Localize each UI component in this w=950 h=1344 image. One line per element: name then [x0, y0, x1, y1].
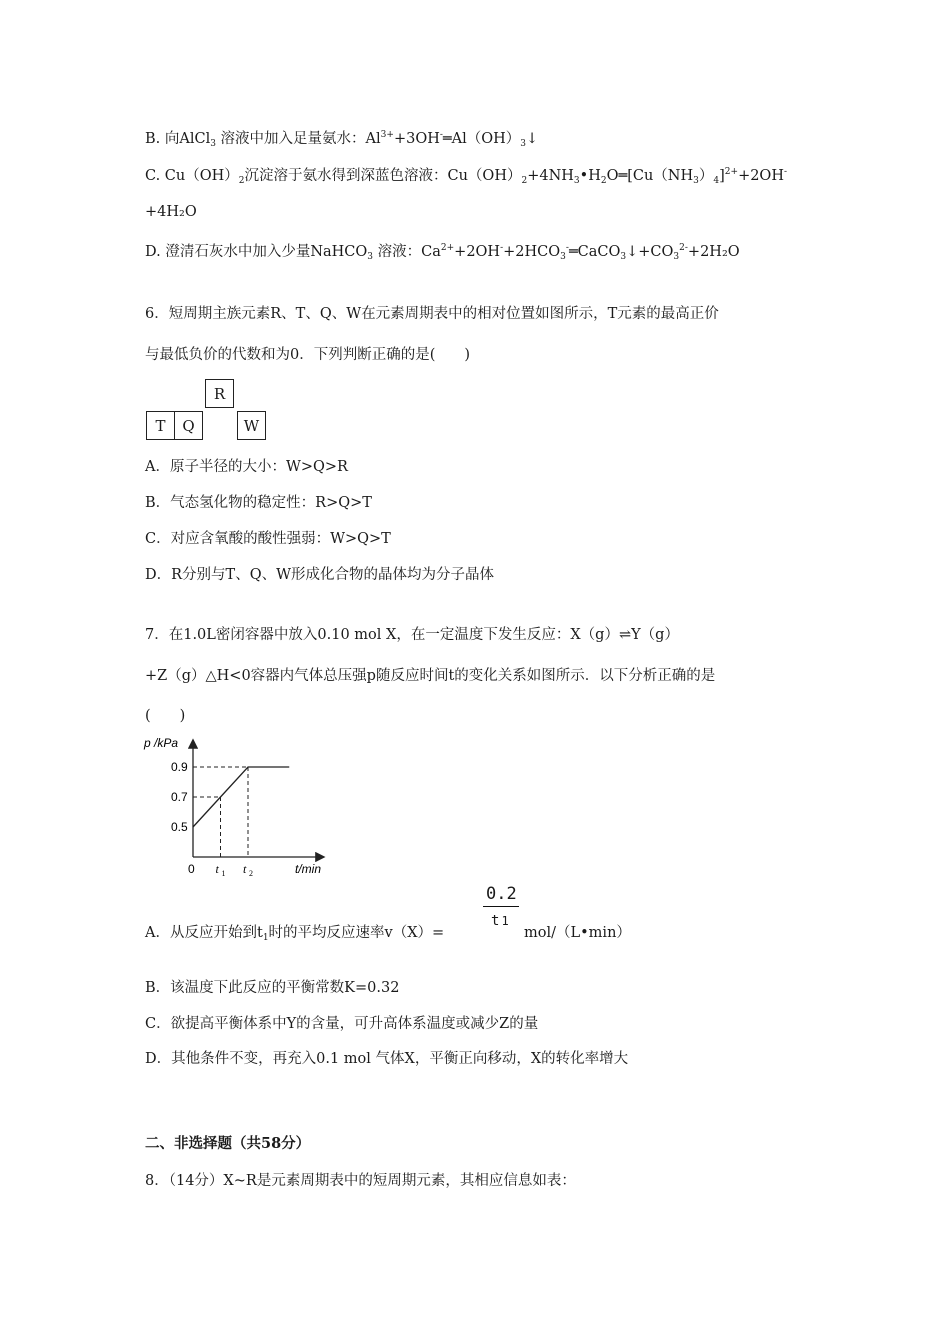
q5-option-d: D. 澄清石灰水中加入少量NaHCO$_3$ 溶液：$Ca^{2+}+2OH^-+2HCO_3^-═CaCO_3↓+CO_3^{2-}+2H_2O$: [145, 243, 740, 262]
q5-option-b: B. 向AlCl$_3$ 溶液中加入足量氨水：$Al^{3+}+3OH^-═Al(OH)_3↓$: [145, 130, 539, 149]
q6-option-a: A．原子半径的大小：W>Q>R: [145, 459, 348, 475]
q7-option-d: D．其他条件不变，再充入0.1 mol 气体X，平衡正向移动，X的转化率增大: [145, 1051, 629, 1067]
q7-stem-line1: 7．在1.0L密闭容器中放入0.10 mol X，在一定温度下发生反应：X（g）⇌Y（g）: [145, 627, 679, 643]
y-tick-label: 0.7: [171, 790, 188, 804]
cell-w: W: [237, 411, 266, 440]
cell-r: R: [205, 379, 234, 408]
q6-stem-line2: 与最低负价的代数和为0．下列判断正确的是( ): [145, 347, 471, 363]
q6-option-d: D．R分别与T、Q、W形成化合物的晶体均为分子晶体: [145, 567, 495, 583]
q7-option-a-unit: mol/（L•min）: [524, 925, 631, 941]
x-tick-sub-t2: 2: [249, 869, 253, 878]
fraction-denominator: t 1: [491, 913, 509, 929]
y-axis-label: p /kPa: [144, 736, 179, 750]
fraction-bar: [483, 906, 519, 907]
q7-option-b: B．该温度下此反应的平衡常数K=0.32: [145, 980, 400, 996]
y-tick-label: 0.9: [171, 760, 188, 774]
x-tick-label-t2: t: [243, 862, 247, 876]
q8-stem: 8．（14分）X~R是元素周期表中的短周期元素，其相应信息如表：: [145, 1173, 576, 1189]
x-tick-sub-t1: 1: [221, 869, 226, 878]
cell-q: Q: [174, 411, 203, 440]
q5-option-c: C. $Cu(OH)_2$沉淀溶于氨水得到深蓝色溶液：$Cu(OH)_2+4NH_3•H_2O═[Cu(NH_3)_4]^{2+}+2OH^-$: [145, 167, 788, 186]
q7-option-a: A．从反应开始到$t_1$时的平均反应速率v（X）=: [145, 925, 445, 943]
q7-option-c: C．欲提高平衡体系中Y的含量，可升高体系温度或减少Z的量: [145, 1016, 539, 1032]
q6-stem-line1: 6．短周期主族元素R、T、Q、W在元素周期表中的相对位置如图所示，T元素的最高正价: [145, 306, 719, 322]
cell-t: T: [146, 411, 175, 440]
x-axis-label: t/min: [295, 862, 322, 876]
q5-option-c-continued: +4H₂O: [145, 204, 197, 220]
y-tick-label: 0.5: [171, 820, 188, 834]
pressure-time-chart: [140, 733, 340, 883]
x-tick-label-t1: t: [215, 862, 219, 876]
section-heading: 二、非选择题（共58分）: [145, 1135, 311, 1152]
q6-option-c: C．对应含氧酸的酸性强弱：W>Q>T: [145, 531, 391, 547]
q7-stem-line3: ( ): [145, 708, 186, 724]
q7-stem-line2: +Z（g）△H<0容器内气体总压强p随反应时间t的变化关系如图所示．以下分析正确的是: [145, 668, 716, 684]
fraction-numerator: 0.2: [486, 884, 517, 904]
x-tick-label-origin: 0: [188, 862, 195, 876]
q6-option-b: B．气态氢化物的稳定性：R>Q>T: [145, 495, 372, 511]
